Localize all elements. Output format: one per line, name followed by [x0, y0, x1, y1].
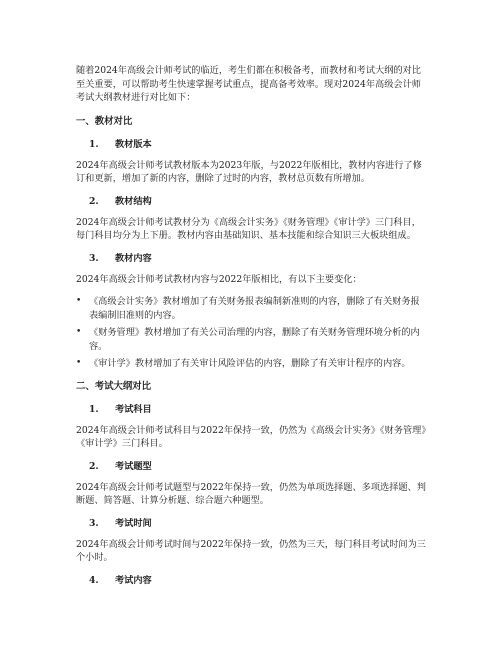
- list-item: [76, 326, 428, 353]
- subheading-exam-content: [76, 574, 428, 587]
- item-title: 教材内容: [115, 252, 152, 264]
- changes-list: [76, 295, 428, 371]
- list-item-text: 《审计学》教材增加了有关审计风险评估的内容，删除了有关审计程序的内容。: [89, 358, 411, 369]
- list-item: [76, 295, 428, 322]
- paragraph-textbook-version: 2024年高级会计师考试教材版本为2023年版，与2022年版相比，教材内容进行了修订和更新，增加了新的内容，删除了过时的内容，教材总页数有所增加。: [76, 159, 422, 184]
- list-item: [76, 357, 428, 371]
- item-number: 3.: [89, 517, 99, 529]
- item-number: 1.: [89, 138, 99, 150]
- item-number: 2.: [89, 460, 99, 472]
- list-item-text: 《高级会计实务》教材增加了有关财务报表编制新准则的内容，删除了有关财务报表编制旧准则的内容。: [89, 296, 420, 321]
- item-title: 教材结构: [115, 195, 152, 207]
- subheading-exam-question-types: [76, 460, 428, 473]
- paragraph-textbook-structure: 2024年高级会计师考试教材分为《高级会计实务》《财务管理》《审计学》三门科目，每门科目均分为上下册。教材内容由基础知识、基本技能和综合知识三大板块组成。: [76, 216, 421, 241]
- item-title: 考试内容: [115, 574, 152, 586]
- item-title: 考试科目: [115, 403, 152, 415]
- paragraph-exam-time: 2024年高级会计师考试时间与2022年保持一致，仍然为三天，每门科目考试时间为三个小时。: [76, 538, 426, 563]
- subheading-textbook-version: [76, 138, 428, 151]
- section-heading-syllabus: 二、考试大纲对比: [76, 380, 152, 392]
- item-number: 3.: [89, 252, 99, 264]
- item-title: 考试题型: [115, 460, 152, 472]
- item-number: 2.: [89, 195, 99, 207]
- bullet-icon: •: [76, 358, 82, 368]
- subheading-textbook-structure: [76, 195, 428, 208]
- subheading-textbook-content: [76, 252, 428, 265]
- paragraph-exam-question-types: 2024年高级会计师考试题型与2022年保持一致，仍然为单项选择题、多项选择题、判断题、简答题、计算分析题、综合题六种题型。: [76, 481, 426, 506]
- paragraph-exam-subjects: 2024年高级会计师考试科目与2022年保持一致，仍然为《高级会计实务》《财务管理》《审计学》三门科目。: [76, 424, 426, 449]
- item-title: 考试时间: [115, 517, 152, 529]
- subheading-exam-time: [76, 517, 428, 530]
- paragraph-textbook-content: 2024年高级会计师考试教材内容与2022年版相比，有以下主要变化：: [76, 273, 362, 285]
- item-number: 1.: [89, 403, 99, 415]
- list-item-text: 《财务管理》教材增加了有关公司治理的内容，删除了有关财务管理环境分析的内容。: [89, 327, 420, 352]
- document-content: [76, 64, 428, 595]
- intro-paragraph: 随着2024年高级会计师考试的临近，考生们都在积极备考，而教材和考试大纲的对比至关重要，可以帮助考生快速掌握考试重点，提高备考效率。现对2024年高级会计师考试大纲教材进行对比如下：: [76, 65, 421, 103]
- subheading-exam-subjects: [76, 403, 428, 416]
- item-title: 教材版本: [115, 138, 152, 150]
- bullet-icon: •: [76, 296, 82, 306]
- section-heading-textbook: 一、教材对比: [76, 115, 133, 127]
- bullet-icon: •: [76, 327, 82, 337]
- item-number: 4.: [89, 574, 99, 586]
